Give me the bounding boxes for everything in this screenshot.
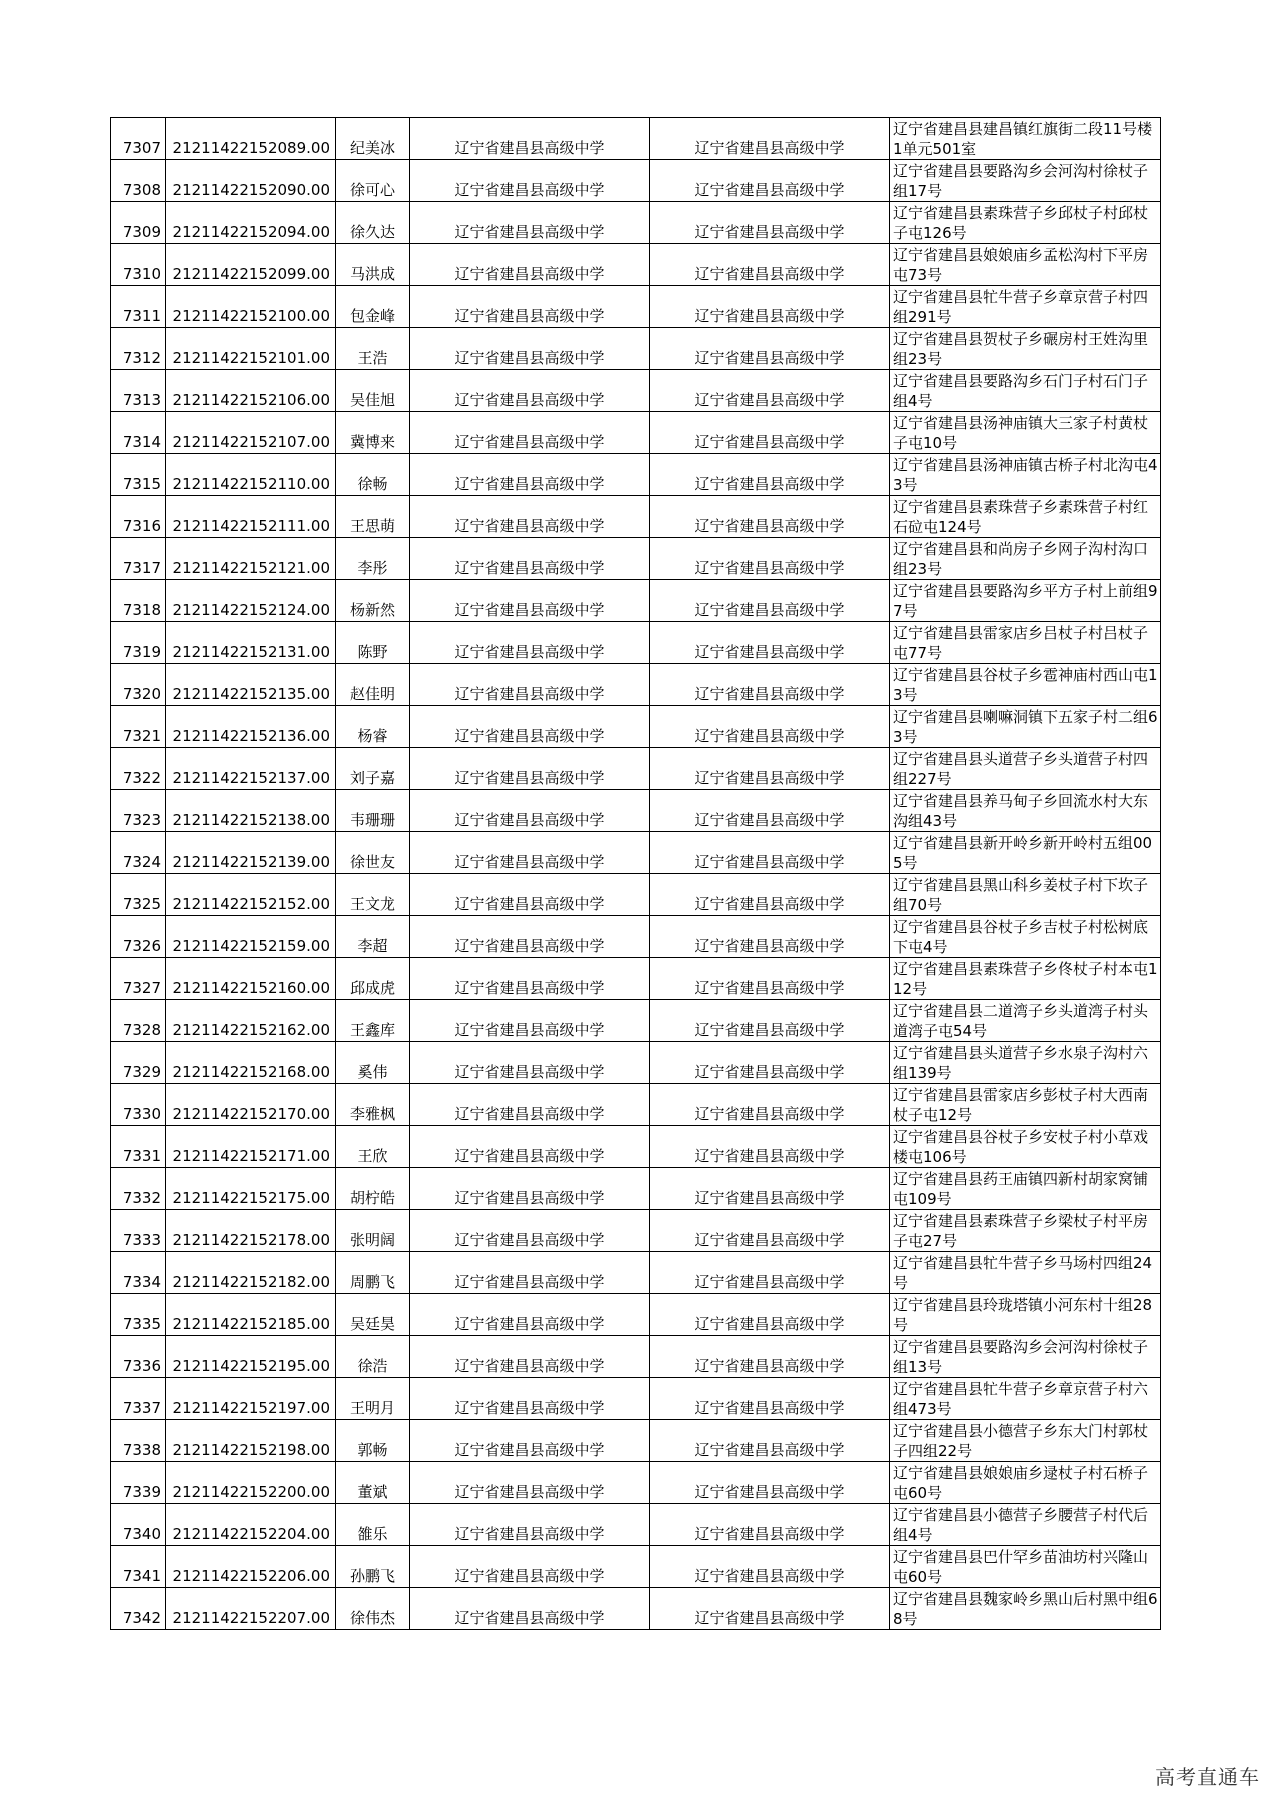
graduating-school-cell: 辽宁省建昌县高级中学 <box>410 1294 650 1336</box>
exam-id-cell: 21211422152198.00 <box>166 1420 336 1462</box>
watermark: 高考直通车 <box>1155 1765 1260 1789</box>
admitting-school-cell: 辽宁省建昌县高级中学 <box>650 958 890 1000</box>
table-row <box>111 622 1161 664</box>
student-name-cell: 王文龙 <box>336 874 410 916</box>
admitting-school-cell: 辽宁省建昌县高级中学 <box>650 1294 890 1336</box>
table-row <box>111 160 1161 202</box>
graduating-school-cell: 辽宁省建昌县高级中学 <box>410 1546 650 1588</box>
row-number-cell: 7309 <box>111 202 166 244</box>
student-name-cell: 刘子嘉 <box>336 748 410 790</box>
home-address-cell: 辽宁省建昌县小德营子乡腰营子村代后组4号 <box>890 1504 1161 1546</box>
home-address-cell: 辽宁省建昌县素珠营子乡佟杖子村本屯112号 <box>890 958 1161 1000</box>
home-address-cell: 辽宁省建昌县建昌镇红旗街二段11号楼1单元501室 <box>890 118 1161 160</box>
table-row <box>111 538 1161 580</box>
student-name-cell: 李彤 <box>336 538 410 580</box>
table-row <box>111 1126 1161 1168</box>
home-address-cell: 辽宁省建昌县药王庙镇四新村胡家窝铺屯109号 <box>890 1168 1161 1210</box>
exam-id-cell: 21211422152178.00 <box>166 1210 336 1252</box>
graduating-school-cell: 辽宁省建昌县高级中学 <box>410 202 650 244</box>
row-number-cell: 7323 <box>111 790 166 832</box>
graduating-school-cell: 辽宁省建昌县高级中学 <box>410 874 650 916</box>
exam-id-cell: 21211422152106.00 <box>166 370 336 412</box>
admitting-school-cell: 辽宁省建昌县高级中学 <box>650 790 890 832</box>
student-name-cell: 王鑫库 <box>336 1000 410 1042</box>
table-row <box>111 706 1161 748</box>
student-name-cell: 周鹏飞 <box>336 1252 410 1294</box>
home-address-cell: 辽宁省建昌县头道营子乡水泉子沟村六组139号 <box>890 1042 1161 1084</box>
home-address-cell: 辽宁省建昌县新开岭乡新开岭村五组005号 <box>890 832 1161 874</box>
exam-id-cell: 21211422152111.00 <box>166 496 336 538</box>
admitting-school-cell: 辽宁省建昌县高级中学 <box>650 1084 890 1126</box>
admitting-school-cell: 辽宁省建昌县高级中学 <box>650 622 890 664</box>
row-number-cell: 7319 <box>111 622 166 664</box>
exam-id-cell: 21211422152195.00 <box>166 1336 336 1378</box>
table-row <box>111 790 1161 832</box>
graduating-school-cell: 辽宁省建昌县高级中学 <box>410 244 650 286</box>
admitting-school-cell: 辽宁省建昌县高级中学 <box>650 706 890 748</box>
exam-id-cell: 21211422152090.00 <box>166 160 336 202</box>
graduating-school-cell: 辽宁省建昌县高级中学 <box>410 1504 650 1546</box>
exam-id-cell: 21211422152101.00 <box>166 328 336 370</box>
student-name-cell: 王浩 <box>336 328 410 370</box>
exam-id-cell: 21211422152136.00 <box>166 706 336 748</box>
admitting-school-cell: 辽宁省建昌县高级中学 <box>650 538 890 580</box>
home-address-cell: 辽宁省建昌县雷家店乡吕杖子村吕杖子屯77号 <box>890 622 1161 664</box>
graduating-school-cell: 辽宁省建昌县高级中学 <box>410 454 650 496</box>
exam-id-cell: 21211422152182.00 <box>166 1252 336 1294</box>
student-name-cell: 王欣 <box>336 1126 410 1168</box>
student-name-cell: 邱成虎 <box>336 958 410 1000</box>
student-name-cell: 徐浩 <box>336 1336 410 1378</box>
row-number-cell: 7307 <box>111 118 166 160</box>
exam-id-cell: 21211422152135.00 <box>166 664 336 706</box>
exam-id-cell: 21211422152100.00 <box>166 286 336 328</box>
graduating-school-cell: 辽宁省建昌县高级中学 <box>410 706 650 748</box>
table-row <box>111 664 1161 706</box>
student-name-cell: 赵佳明 <box>336 664 410 706</box>
graduating-school-cell: 辽宁省建昌县高级中学 <box>410 622 650 664</box>
student-name-cell: 王明月 <box>336 1378 410 1420</box>
student-name-cell: 吴佳旭 <box>336 370 410 412</box>
exam-id-cell: 21211422152197.00 <box>166 1378 336 1420</box>
graduating-school-cell: 辽宁省建昌县高级中学 <box>410 1420 650 1462</box>
table-row <box>111 1504 1161 1546</box>
admitting-school-cell: 辽宁省建昌县高级中学 <box>650 496 890 538</box>
table-row <box>111 1294 1161 1336</box>
graduating-school-cell: 辽宁省建昌县高级中学 <box>410 1336 650 1378</box>
table-row <box>111 118 1161 160</box>
table-row <box>111 1210 1161 1252</box>
row-number-cell: 7325 <box>111 874 166 916</box>
table-row <box>111 1546 1161 1588</box>
graduating-school-cell: 辽宁省建昌县高级中学 <box>410 370 650 412</box>
student-name-cell: 雒乐 <box>336 1504 410 1546</box>
admitting-school-cell: 辽宁省建昌县高级中学 <box>650 202 890 244</box>
admitting-school-cell: 辽宁省建昌县高级中学 <box>650 832 890 874</box>
exam-id-cell: 21211422152160.00 <box>166 958 336 1000</box>
student-name-cell: 陈野 <box>336 622 410 664</box>
student-name-cell: 李雅枫 <box>336 1084 410 1126</box>
graduating-school-cell: 辽宁省建昌县高级中学 <box>410 916 650 958</box>
exam-id-cell: 21211422152131.00 <box>166 622 336 664</box>
home-address-cell: 辽宁省建昌县头道营子乡头道营子村四组227号 <box>890 748 1161 790</box>
home-address-cell: 辽宁省建昌县素珠营子乡梁杖子村平房子屯27号 <box>890 1210 1161 1252</box>
graduating-school-cell: 辽宁省建昌县高级中学 <box>410 832 650 874</box>
admitting-school-cell: 辽宁省建昌县高级中学 <box>650 664 890 706</box>
admitting-school-cell: 辽宁省建昌县高级中学 <box>650 118 890 160</box>
home-address-cell: 辽宁省建昌县要路沟乡会河沟村徐杖子组13号 <box>890 1336 1161 1378</box>
admitting-school-cell: 辽宁省建昌县高级中学 <box>650 454 890 496</box>
student-name-cell: 奚伟 <box>336 1042 410 1084</box>
exam-id-cell: 21211422152110.00 <box>166 454 336 496</box>
exam-id-cell: 21211422152206.00 <box>166 1546 336 1588</box>
graduating-school-cell: 辽宁省建昌县高级中学 <box>410 1042 650 1084</box>
table-row <box>111 580 1161 622</box>
exam-id-cell: 21211422152185.00 <box>166 1294 336 1336</box>
home-address-cell: 辽宁省建昌县黑山科乡姜杖子村下坎子组70号 <box>890 874 1161 916</box>
student-name-cell: 杨睿 <box>336 706 410 748</box>
exam-id-cell: 21211422152159.00 <box>166 916 336 958</box>
home-address-cell: 辽宁省建昌县牤牛营子乡章京营子村六组473号 <box>890 1378 1161 1420</box>
admitting-school-cell: 辽宁省建昌县高级中学 <box>650 1546 890 1588</box>
admitting-school-cell: 辽宁省建昌县高级中学 <box>650 1126 890 1168</box>
row-number-cell: 7316 <box>111 496 166 538</box>
table-row <box>111 1588 1161 1630</box>
student-name-cell: 马洪成 <box>336 244 410 286</box>
home-address-cell: 辽宁省建昌县谷杖子乡安杖子村小草戏楼屯106号 <box>890 1126 1161 1168</box>
row-number-cell: 7329 <box>111 1042 166 1084</box>
row-number-cell: 7331 <box>111 1126 166 1168</box>
student-name-cell: 吴廷昊 <box>336 1294 410 1336</box>
graduating-school-cell: 辽宁省建昌县高级中学 <box>410 1462 650 1504</box>
student-name-cell: 韦珊珊 <box>336 790 410 832</box>
table-row <box>111 1252 1161 1294</box>
graduating-school-cell: 辽宁省建昌县高级中学 <box>410 1000 650 1042</box>
graduating-school-cell: 辽宁省建昌县高级中学 <box>410 412 650 454</box>
home-address-cell: 辽宁省建昌县素珠营子乡素珠营子村红石砬屯124号 <box>890 496 1161 538</box>
row-number-cell: 7311 <box>111 286 166 328</box>
exam-id-cell: 21211422152137.00 <box>166 748 336 790</box>
graduating-school-cell: 辽宁省建昌县高级中学 <box>410 1378 650 1420</box>
student-name-cell: 冀博来 <box>336 412 410 454</box>
row-number-cell: 7334 <box>111 1252 166 1294</box>
exam-id-cell: 21211422152089.00 <box>166 118 336 160</box>
table-row <box>111 958 1161 1000</box>
row-number-cell: 7342 <box>111 1588 166 1630</box>
row-number-cell: 7313 <box>111 370 166 412</box>
admitting-school-cell: 辽宁省建昌县高级中学 <box>650 1000 890 1042</box>
table-row <box>111 412 1161 454</box>
graduating-school-cell: 辽宁省建昌县高级中学 <box>410 790 650 832</box>
exam-id-cell: 21211422152175.00 <box>166 1168 336 1210</box>
table-row <box>111 916 1161 958</box>
row-number-cell: 7335 <box>111 1294 166 1336</box>
row-number-cell: 7318 <box>111 580 166 622</box>
graduating-school-cell: 辽宁省建昌县高级中学 <box>410 1126 650 1168</box>
admitting-school-cell: 辽宁省建昌县高级中学 <box>650 1378 890 1420</box>
exam-id-cell: 21211422152162.00 <box>166 1000 336 1042</box>
row-number-cell: 7324 <box>111 832 166 874</box>
student-name-cell: 徐可心 <box>336 160 410 202</box>
table-row <box>111 1168 1161 1210</box>
row-number-cell: 7320 <box>111 664 166 706</box>
home-address-cell: 辽宁省建昌县二道湾子乡头道湾子村头道湾子屯54号 <box>890 1000 1161 1042</box>
table-row <box>111 202 1161 244</box>
student-name-cell: 胡柠皓 <box>336 1168 410 1210</box>
exam-id-cell: 21211422152171.00 <box>166 1126 336 1168</box>
student-name-cell: 李超 <box>336 916 410 958</box>
student-name-cell: 包金峰 <box>336 286 410 328</box>
exam-id-cell: 21211422152152.00 <box>166 874 336 916</box>
admitting-school-cell: 辽宁省建昌县高级中学 <box>650 244 890 286</box>
admitting-school-cell: 辽宁省建昌县高级中学 <box>650 1504 890 1546</box>
table-row <box>111 748 1161 790</box>
student-name-cell: 纪美冰 <box>336 118 410 160</box>
home-address-cell: 辽宁省建昌县牤牛营子乡马场村四组24号 <box>890 1252 1161 1294</box>
home-address-cell: 辽宁省建昌县谷杖子乡雹神庙村西山屯13号 <box>890 664 1161 706</box>
row-number-cell: 7333 <box>111 1210 166 1252</box>
graduating-school-cell: 辽宁省建昌县高级中学 <box>410 748 650 790</box>
student-name-cell: 郭畅 <box>336 1420 410 1462</box>
admitting-school-cell: 辽宁省建昌县高级中学 <box>650 580 890 622</box>
graduating-school-cell: 辽宁省建昌县高级中学 <box>410 1168 650 1210</box>
row-number-cell: 7341 <box>111 1546 166 1588</box>
row-number-cell: 7336 <box>111 1336 166 1378</box>
graduating-school-cell: 辽宁省建昌县高级中学 <box>410 664 650 706</box>
table-row <box>111 370 1161 412</box>
home-address-cell: 辽宁省建昌县汤神庙镇大三家子村黄杖子屯10号 <box>890 412 1161 454</box>
row-number-cell: 7314 <box>111 412 166 454</box>
exam-id-cell: 21211422152204.00 <box>166 1504 336 1546</box>
graduating-school-cell: 辽宁省建昌县高级中学 <box>410 580 650 622</box>
row-number-cell: 7315 <box>111 454 166 496</box>
exam-id-cell: 21211422152121.00 <box>166 538 336 580</box>
table-row <box>111 1000 1161 1042</box>
table-row <box>111 1462 1161 1504</box>
row-number-cell: 7339 <box>111 1462 166 1504</box>
graduating-school-cell: 辽宁省建昌县高级中学 <box>410 496 650 538</box>
row-number-cell: 7322 <box>111 748 166 790</box>
row-number-cell: 7338 <box>111 1420 166 1462</box>
graduating-school-cell: 辽宁省建昌县高级中学 <box>410 1252 650 1294</box>
home-address-cell: 辽宁省建昌县汤神庙镇古桥子村北沟屯43号 <box>890 454 1161 496</box>
home-address-cell: 辽宁省建昌县贺杖子乡碾房村王姓沟里组23号 <box>890 328 1161 370</box>
home-address-cell: 辽宁省建昌县娘娘庙乡逯杖子村石桥子屯60号 <box>890 1462 1161 1504</box>
exam-id-cell: 21211422152138.00 <box>166 790 336 832</box>
table-row <box>111 1084 1161 1126</box>
row-number-cell: 7321 <box>111 706 166 748</box>
exam-id-cell: 21211422152099.00 <box>166 244 336 286</box>
student-name-cell: 王思萌 <box>336 496 410 538</box>
student-name-cell: 徐畅 <box>336 454 410 496</box>
student-table-body <box>111 118 1161 1630</box>
graduating-school-cell: 辽宁省建昌县高级中学 <box>410 1210 650 1252</box>
home-address-cell: 辽宁省建昌县谷杖子乡吉杖子村松树底下屯4号 <box>890 916 1161 958</box>
graduating-school-cell: 辽宁省建昌县高级中学 <box>410 538 650 580</box>
exam-id-cell: 21211422152139.00 <box>166 832 336 874</box>
row-number-cell: 7310 <box>111 244 166 286</box>
admitting-school-cell: 辽宁省建昌县高级中学 <box>650 1420 890 1462</box>
row-number-cell: 7332 <box>111 1168 166 1210</box>
row-number-cell: 7337 <box>111 1378 166 1420</box>
student-name-cell: 徐久达 <box>336 202 410 244</box>
home-address-cell: 辽宁省建昌县魏家岭乡黑山后村黑中组68号 <box>890 1588 1161 1630</box>
home-address-cell: 辽宁省建昌县玲珑塔镇小河东村十组28号 <box>890 1294 1161 1336</box>
admitting-school-cell: 辽宁省建昌县高级中学 <box>650 1252 890 1294</box>
admitting-school-cell: 辽宁省建昌县高级中学 <box>650 916 890 958</box>
student-name-cell: 杨新然 <box>336 580 410 622</box>
table-row <box>111 874 1161 916</box>
student-name-cell: 董斌 <box>336 1462 410 1504</box>
student-name-cell: 孙鹏飞 <box>336 1546 410 1588</box>
admitting-school-cell: 辽宁省建昌县高级中学 <box>650 1210 890 1252</box>
row-number-cell: 7327 <box>111 958 166 1000</box>
admitting-school-cell: 辽宁省建昌县高级中学 <box>650 286 890 328</box>
row-number-cell: 7328 <box>111 1000 166 1042</box>
exam-id-cell: 21211422152170.00 <box>166 1084 336 1126</box>
admitting-school-cell: 辽宁省建昌县高级中学 <box>650 160 890 202</box>
table-row <box>111 1042 1161 1084</box>
graduating-school-cell: 辽宁省建昌县高级中学 <box>410 1588 650 1630</box>
home-address-cell: 辽宁省建昌县娘娘庙乡孟松沟村下平房屯73号 <box>890 244 1161 286</box>
admitting-school-cell: 辽宁省建昌县高级中学 <box>650 748 890 790</box>
table-row <box>111 454 1161 496</box>
graduating-school-cell: 辽宁省建昌县高级中学 <box>410 118 650 160</box>
exam-id-cell: 21211422152200.00 <box>166 1462 336 1504</box>
table-row <box>111 286 1161 328</box>
graduating-school-cell: 辽宁省建昌县高级中学 <box>410 1084 650 1126</box>
home-address-cell: 辽宁省建昌县喇嘛洞镇下五家子村二组63号 <box>890 706 1161 748</box>
exam-id-cell: 21211422152124.00 <box>166 580 336 622</box>
admitting-school-cell: 辽宁省建昌县高级中学 <box>650 1336 890 1378</box>
row-number-cell: 7312 <box>111 328 166 370</box>
home-address-cell: 辽宁省建昌县小德营子乡东大门村郭杖子四组22号 <box>890 1420 1161 1462</box>
admitting-school-cell: 辽宁省建昌县高级中学 <box>650 1168 890 1210</box>
row-number-cell: 7340 <box>111 1504 166 1546</box>
student-name-cell: 徐世友 <box>336 832 410 874</box>
home-address-cell: 辽宁省建昌县巴什罕乡苗油坊村兴隆山屯60号 <box>890 1546 1161 1588</box>
admitting-school-cell: 辽宁省建昌县高级中学 <box>650 412 890 454</box>
graduating-school-cell: 辽宁省建昌县高级中学 <box>410 328 650 370</box>
home-address-cell: 辽宁省建昌县牤牛营子乡章京营子村四组291号 <box>890 286 1161 328</box>
exam-id-cell: 21211422152094.00 <box>166 202 336 244</box>
graduating-school-cell: 辽宁省建昌县高级中学 <box>410 958 650 1000</box>
home-address-cell: 辽宁省建昌县要路沟乡石门子村石门子组4号 <box>890 370 1161 412</box>
home-address-cell: 辽宁省建昌县要路沟乡平方子村上前组97号 <box>890 580 1161 622</box>
student-table <box>110 117 1161 1630</box>
home-address-cell: 辽宁省建昌县要路沟乡会河沟村徐杖子组17号 <box>890 160 1161 202</box>
home-address-cell: 辽宁省建昌县和尚房子乡网子沟村沟口组23号 <box>890 538 1161 580</box>
table-row <box>111 1420 1161 1462</box>
home-address-cell: 辽宁省建昌县雷家店乡彭杖子村大西南杖子屯12号 <box>890 1084 1161 1126</box>
graduating-school-cell: 辽宁省建昌县高级中学 <box>410 160 650 202</box>
admitting-school-cell: 辽宁省建昌县高级中学 <box>650 328 890 370</box>
admitting-school-cell: 辽宁省建昌县高级中学 <box>650 1042 890 1084</box>
admitting-school-cell: 辽宁省建昌县高级中学 <box>650 874 890 916</box>
row-number-cell: 7308 <box>111 160 166 202</box>
graduating-school-cell: 辽宁省建昌县高级中学 <box>410 286 650 328</box>
table-row <box>111 832 1161 874</box>
table-row <box>111 244 1161 286</box>
exam-id-cell: 21211422152207.00 <box>166 1588 336 1630</box>
row-number-cell: 7326 <box>111 916 166 958</box>
home-address-cell: 辽宁省建昌县养马甸子乡回流水村大东沟组43号 <box>890 790 1161 832</box>
table-row <box>111 328 1161 370</box>
admitting-school-cell: 辽宁省建昌县高级中学 <box>650 1588 890 1630</box>
home-address-cell: 辽宁省建昌县素珠营子乡邱杖子村邱杖子屯126号 <box>890 202 1161 244</box>
table-row <box>111 1378 1161 1420</box>
row-number-cell: 7330 <box>111 1084 166 1126</box>
table-row <box>111 496 1161 538</box>
student-name-cell: 张明阔 <box>336 1210 410 1252</box>
exam-id-cell: 21211422152107.00 <box>166 412 336 454</box>
admitting-school-cell: 辽宁省建昌县高级中学 <box>650 370 890 412</box>
student-name-cell: 徐伟杰 <box>336 1588 410 1630</box>
admitting-school-cell: 辽宁省建昌县高级中学 <box>650 1462 890 1504</box>
table-row <box>111 1336 1161 1378</box>
exam-id-cell: 21211422152168.00 <box>166 1042 336 1084</box>
row-number-cell: 7317 <box>111 538 166 580</box>
